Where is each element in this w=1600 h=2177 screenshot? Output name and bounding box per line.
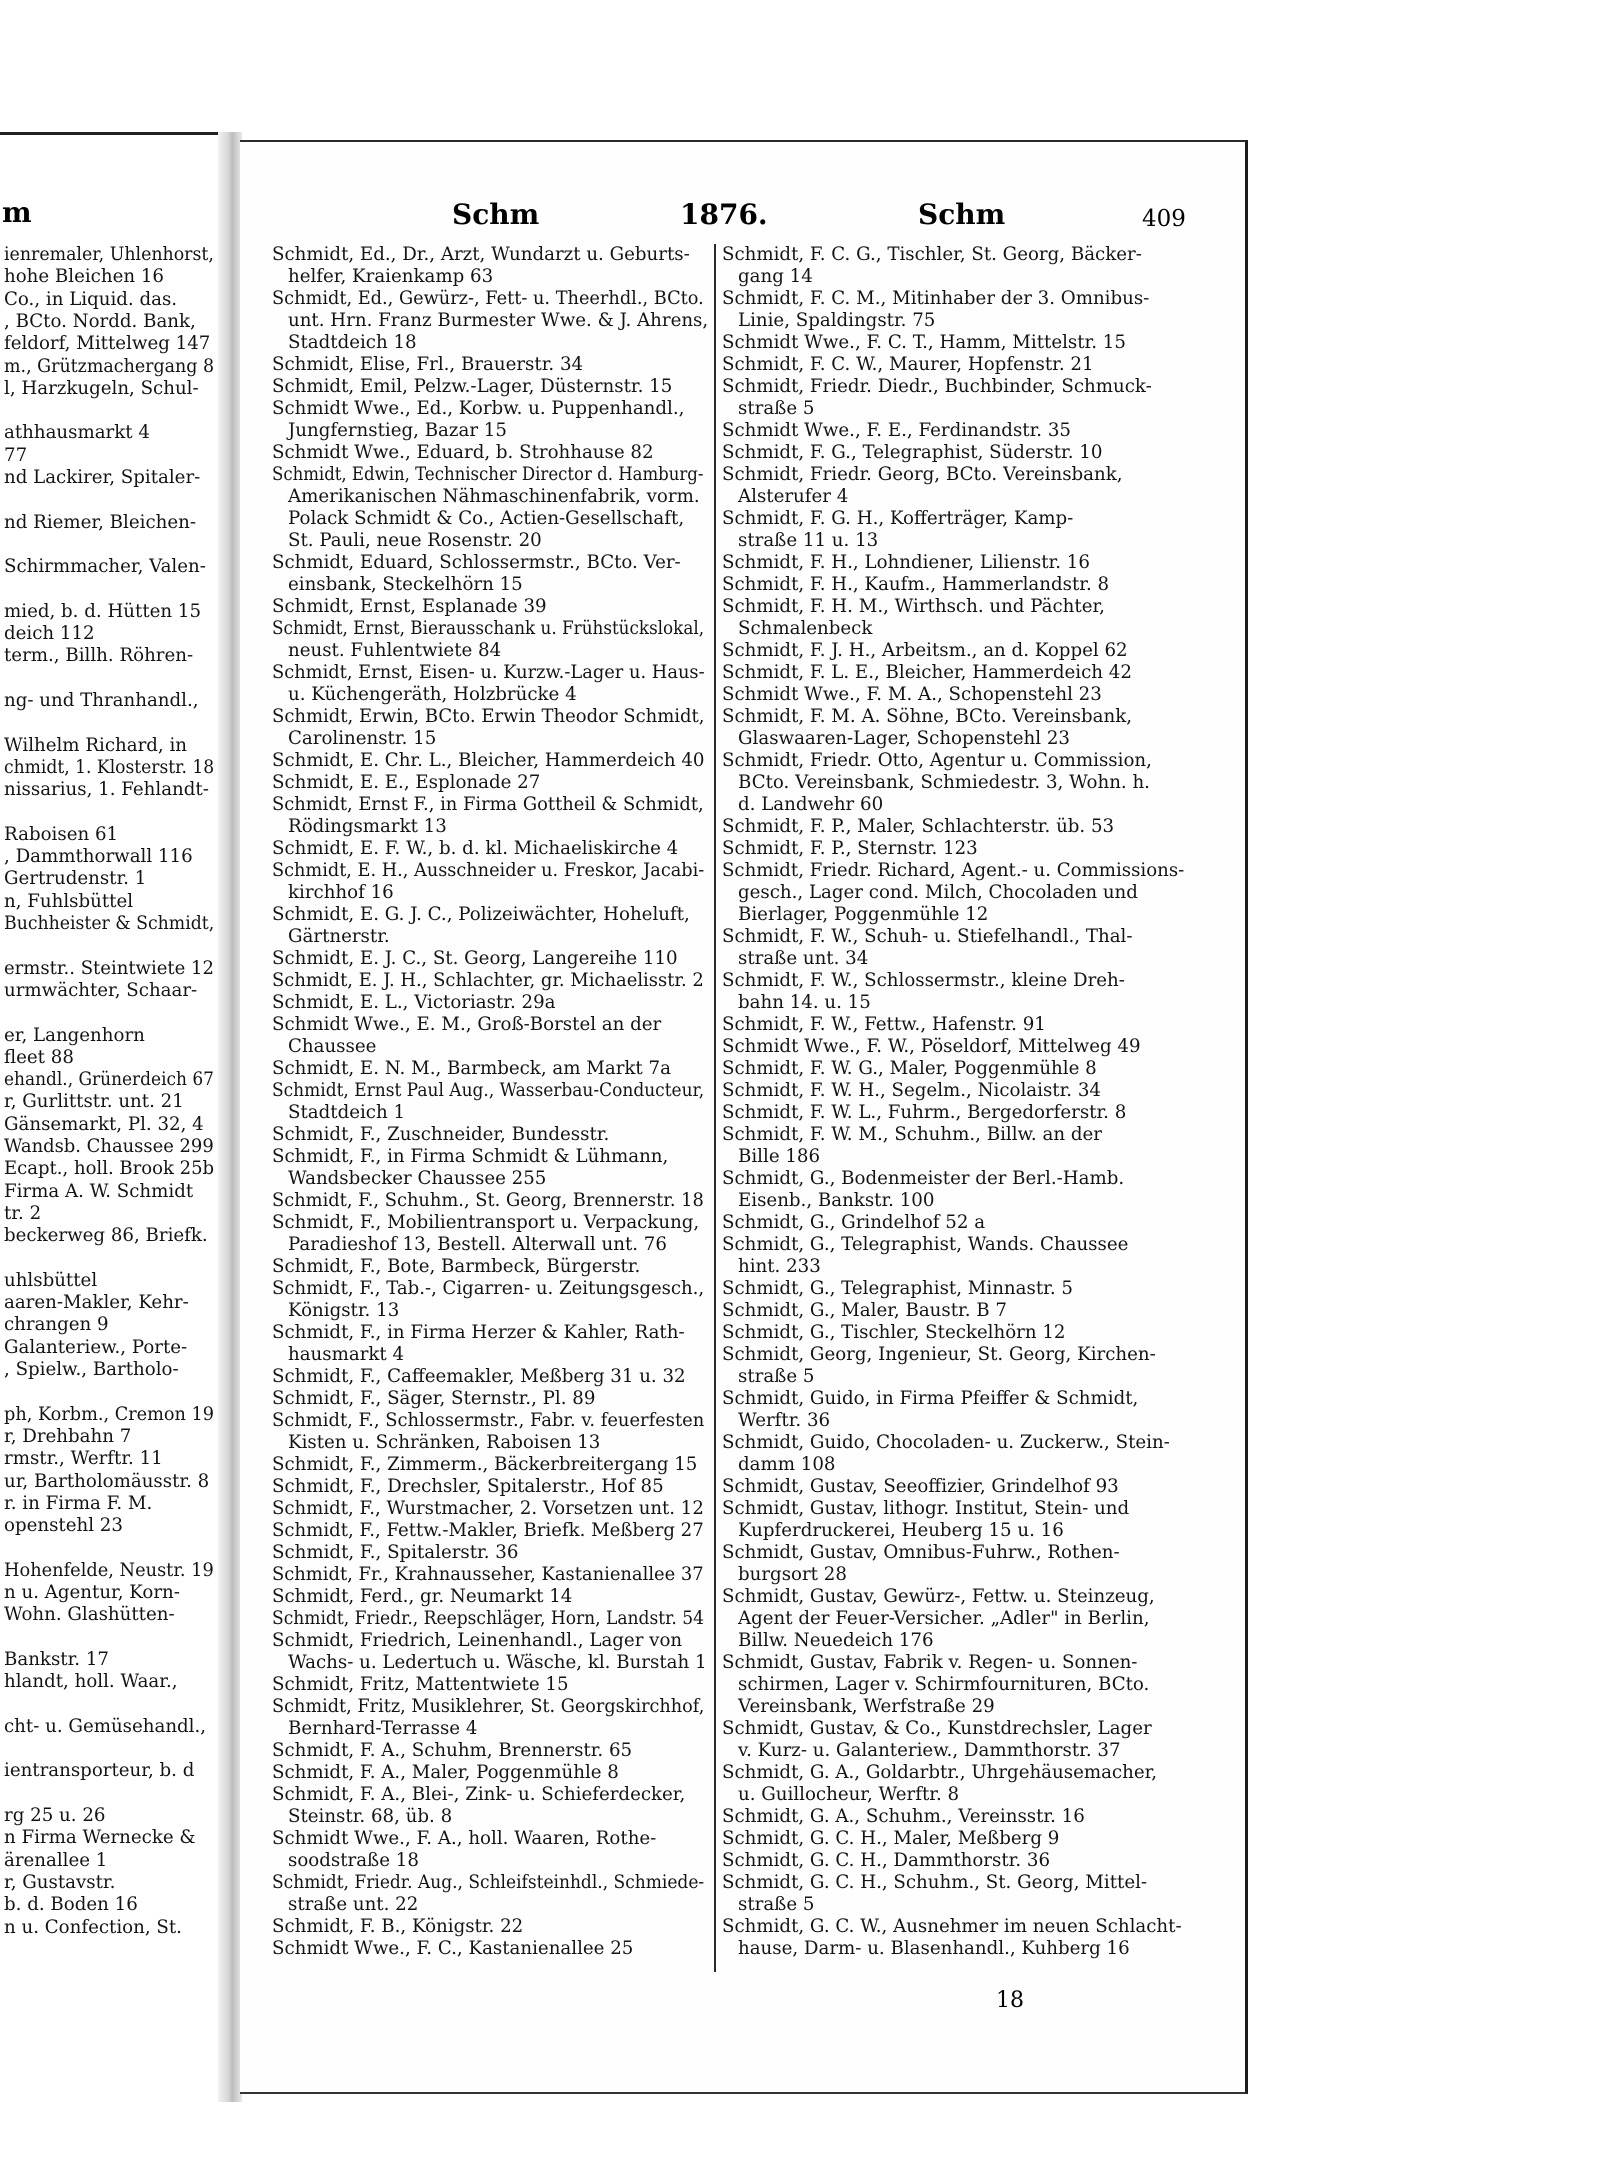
directory-line: Schirmmacher, Valen- — [4, 556, 206, 578]
directory-line: Schmidt, G., Telegraphist, Wands. Chaussee — [722, 1234, 1129, 1255]
directory-line: Schmidt, G. C. H., Schuhm., St. Georg, Mittel- — [722, 1872, 1148, 1893]
directory-line: straße unt. 22 — [288, 1894, 419, 1915]
directory-line: u. Guillocheur, Werftr. 8 — [738, 1784, 960, 1805]
directory-line: Schmidt, F., Fettw.-Makler, Briefk. Meßberg 27 — [272, 1520, 704, 1541]
directory-line: Schmidt, Friedr. Georg, BCto. Vereinsbank, — [722, 464, 1123, 485]
directory-line: Schmidt, E. J. H., Schlachter, gr. Michaelisstr. 2 — [272, 970, 704, 991]
directory-line: Linie, Spaldingstr. 75 — [738, 310, 936, 331]
directory-line: Schmidt Wwe., F. C. T., Hamm, Mittelstr. 15 — [722, 332, 1126, 353]
directory-line: Schmidt, Erwin, BCto. Erwin Theodor Schmidt, — [272, 706, 705, 727]
directory-line: Schmidt, F. A., Maler, Poggenmühle 8 — [272, 1762, 619, 1783]
directory-line: Buchheister & Schmidt, — [4, 913, 215, 934]
directory-line: Schmidt, G. C. H., Maler, Meßberg 9 — [722, 1828, 1060, 1849]
directory-line: Königstr. 13 — [288, 1300, 400, 1321]
book-spine-gutter — [218, 132, 242, 2102]
directory-line: Schmidt, G., Tischler, Steckelhörn 12 — [722, 1322, 1066, 1343]
directory-line: Schmidt, E. J. C., St. Georg, Langereihe 110 — [272, 948, 678, 969]
directory-line: Eisenb., Bankstr. 100 — [738, 1190, 935, 1211]
directory-line: beckerweg 86, Briefk. — [4, 1225, 208, 1247]
directory-line: Schmidt, F. A., Blei-, Zink- u. Schieferdecker, — [272, 1784, 686, 1805]
directory-line: Schmidt, G., Bodenmeister der Berl.-Hamb. — [722, 1168, 1125, 1189]
directory-line: nissarius, 1. Fehlandt- — [4, 779, 209, 801]
directory-line: gesch., Lager cond. Milch, Chocoladen und — [738, 882, 1138, 903]
directory-line: Schmidt, F., Caffeemakler, Meßberg 31 u. 32 — [272, 1366, 686, 1387]
directory-line: neust. Fuhlentwiete 84 — [288, 640, 502, 661]
directory-line: Schmidt, F. C. W., Maurer, Hopfenstr. 21 — [722, 354, 1094, 375]
directory-line: ng- und Thranhandl., — [4, 690, 199, 711]
directory-line: Schmidt, Fr., Krahnausseher, Kastanienallee 37 — [272, 1564, 704, 1585]
directory-line: Schmidt, Emil, Pelzw.-Lager, Düsternstr. 15 — [272, 376, 673, 397]
directory-line: Schmidt, Ernst Paul Aug., Wasserbau-Conducteur, — [272, 1080, 705, 1101]
directory-line: Schmidt, G. C. H., Dammthorstr. 36 — [722, 1850, 1051, 1871]
directory-line: Schmidt, Gustav, Fabrik v. Regen- u. Sonnen- — [722, 1652, 1138, 1673]
directory-line: Schmidt, Ernst, Esplanade 39 — [272, 596, 547, 617]
directory-line: Schmidt, Ernst, Eisen- u. Kurzw.-Lager u. Haus- — [272, 662, 705, 683]
directory-line: Schmidt, E. F. W., b. d. kl. Michaeliskirche 4 — [272, 838, 679, 859]
directory-line: Schmidt, Friedr. Diedr., Buchbinder, Schmuck- — [722, 376, 1152, 397]
directory-line: Stadtdeich 1 — [288, 1102, 406, 1123]
directory-line: Paradieshof 13, Bestell. Alterwall unt. 76 — [288, 1234, 667, 1255]
directory-line: Schmidt, E. Chr. L., Bleicher, Hammerdeich 40 — [272, 750, 705, 771]
directory-line: Schmidt, F., Spitalerstr. 36 — [272, 1542, 519, 1563]
directory-line: Billw. Neuedeich 176 — [738, 1630, 934, 1651]
directory-line: Schmidt Wwe., F. W., Pöseldorf, Mittelweg 49 — [722, 1036, 1141, 1057]
directory-line: Schmidt, G. A., Goldarbtr., Uhrgehäusemacher, — [722, 1762, 1158, 1783]
directory-line: Schmidt, E. G. J. C., Polizeiwächter, Hoheluft, — [272, 904, 690, 925]
directory-line: Schmidt, F. W., Schlossermstr., kleine Dreh- — [722, 970, 1125, 991]
directory-line: Schmidt, F. C. M., Mitinhaber der 3. Omnibus- — [722, 288, 1150, 309]
directory-line: Schmidt, Fritz, Musiklehrer, St. Georgskirchhof, — [272, 1696, 705, 1717]
directory-line: straße 5 — [738, 398, 815, 419]
directory-line: nd Lackirer, Spitaler- — [4, 467, 201, 488]
directory-line: openstehl 23 — [4, 1515, 123, 1537]
directory-line: Schmidt, F., Wurstmacher, 2. Vorsetzen unt. 12 — [272, 1498, 704, 1519]
directory-line: Bille 186 — [738, 1146, 821, 1167]
directory-line: Schmidt, G., Grindelhof 52 a — [722, 1212, 986, 1233]
directory-line: Hohenfelde, Neustr. 19 — [4, 1559, 214, 1581]
directory-line: Schmidt, Gustav, Seeoffizier, Grindelhof 93 — [722, 1476, 1119, 1497]
directory-line: Schmidt, Fritz, Mattentwiete 15 — [272, 1674, 569, 1695]
directory-line: b. d. Boden 16 — [4, 1894, 138, 1916]
directory-line: Wilhelm Richard, in — [4, 734, 188, 756]
running-head-left: Schm — [452, 198, 540, 231]
directory-line: Schmidt, Eduard, Schlossermstr., BCto. Ver- — [272, 552, 681, 573]
directory-line: Schmidt, Friedr. Aug., Schleifsteinhdl., Schmiede- — [272, 1872, 705, 1893]
directory-line: Schmidt Wwe., Ed., Korbw. u. Puppenhandl., — [272, 398, 685, 419]
directory-line: ienremaler, Uhlenhorst, — [4, 244, 214, 265]
directory-line: Kisten u. Schränken, Raboisen 13 — [288, 1432, 601, 1453]
directory-line: Schmidt, F. L. E., Bleicher, Hammerdeich 42 — [722, 662, 1132, 683]
signature-mark: 18 — [996, 1988, 1024, 2013]
directory-line: Schmidt, Ed., Dr., Arzt, Wundarzt u. Geburts- — [272, 244, 690, 265]
directory-line: Schmidt, Guido, in Firma Pfeiffer & Schmidt, — [722, 1388, 1139, 1409]
directory-line: r. in Firma F. M. — [4, 1492, 153, 1514]
directory-line: Schmidt, F., Bote, Barmbeck, Bürgerstr. — [272, 1256, 641, 1277]
directory-line: Schmidt, Ernst F., in Firma Gottheil & Schmidt, — [272, 794, 704, 815]
directory-line: ehandl., Grünerdeich 67 — [4, 1069, 214, 1091]
directory-line: bahn 14. u. 15 — [738, 992, 871, 1013]
directory-line: St. Pauli, neue Rosenstr. 20 — [288, 530, 542, 551]
directory-line: chmidt, 1. Klosterstr. 18 — [4, 756, 215, 778]
directory-line: ermstr.. Steintwiete 12 — [4, 957, 214, 979]
directory-line: Agent der Feuer-Versicher. „Adler" in Berlin, — [738, 1608, 1150, 1629]
directory-line: Schmidt, Gustav, & Co., Kunstdrechsler, Lager — [722, 1718, 1152, 1739]
directory-line: Schmidt, F. W. H., Segelm., Nicolaistr. 34 — [722, 1080, 1101, 1101]
directory-line: Schmidt, Gustav, lithogr. Institut, Stein- und — [722, 1498, 1130, 1519]
directory-line: Vereinsbank, Werfstraße 29 — [738, 1696, 995, 1717]
year-heading: 1876. — [680, 198, 768, 231]
directory-line: Alsterufer 4 — [738, 486, 849, 507]
directory-line: Schmidt, Friedrich, Leinenhandl., Lager von — [272, 1630, 683, 1651]
directory-line: Werftr. 36 — [738, 1410, 831, 1431]
directory-line: Schmidt, F. A., Schuhm, Brennerstr. 65 — [272, 1740, 633, 1761]
directory-line: Schmidt, E. E., Esplonade 27 — [272, 772, 541, 793]
directory-line: Schmidt, F., Zuschneider, Bundesstr. — [272, 1124, 610, 1145]
directory-line: Schmidt, E. L., Victoriastr. 29a — [272, 992, 556, 1013]
directory-line: Schmidt, G., Maler, Baustr. B 7 — [722, 1300, 1008, 1321]
directory-line: n Firma Wernecke & — [4, 1827, 196, 1849]
directory-line: Schmidt, F., in Firma Herzer & Kahler, Rath- — [272, 1322, 685, 1343]
directory-line: Schmidt, F. G. H., Kofferträger, Kamp- — [722, 508, 1074, 529]
directory-line: Chaussee — [288, 1036, 377, 1057]
directory-line: Schmidt, Friedr., Reepschläger, Horn, Landstr. 54 — [272, 1608, 704, 1629]
directory-line: feldorf, Mittelweg 147 — [4, 333, 211, 355]
directory-line: Schmidt, F. H., Lohndiener, Lilienstr. 16 — [722, 552, 1090, 573]
directory-line: Schmidt, F. H., Kaufm., Hammerlandstr. 8 — [722, 574, 1110, 595]
directory-line: Glaswaaren-Lager, Schopenstehl 23 — [738, 728, 1070, 749]
directory-line: ientransporteur, b. d — [4, 1760, 195, 1782]
directory-line: Schmidt, F. P., Sternstr. 123 — [722, 838, 978, 859]
directory-line: Schmidt, F., Drechsler, Spitalerstr., Hof 85 — [272, 1476, 664, 1497]
directory-line: Schmidt Wwe., F. M. A., Schopenstehl 23 — [722, 684, 1102, 705]
directory-line: Schmidt, Edwin, Technischer Director d. Hamburg- — [272, 464, 704, 485]
directory-line: Schmidt, G., Telegraphist, Minnastr. 5 — [722, 1278, 1073, 1299]
directory-line: Schmidt, Georg, Ingenieur, St. Georg, Kirchen- — [722, 1344, 1156, 1365]
directory-line: nd Riemer, Bleichen- — [4, 511, 196, 533]
directory-line: Schmidt, F., in Firma Schmidt & Lühmann, — [272, 1146, 669, 1167]
column-divider — [714, 244, 716, 1972]
directory-line: burgsort 28 — [738, 1564, 847, 1585]
directory-line: Schmidt, E. H., Ausschneider u. Freskor, Jacabi- — [272, 860, 705, 881]
directory-line: Schmidt, Friedr. Richard, Agent.- u. Commissions- — [722, 860, 1185, 881]
directory-line: Bankstr. 17 — [4, 1648, 109, 1670]
directory-line: hohe Bleichen 16 — [4, 266, 164, 288]
directory-line: d. Landwehr 60 — [738, 794, 884, 815]
directory-line: Kupferdruckerei, Heuberg 15 u. 16 — [738, 1520, 1064, 1541]
directory-line: Schmidt, F. M. A. Söhne, BCto. Vereinsbank, — [722, 706, 1132, 727]
directory-line: Schmidt, G. A., Schuhm., Vereinsstr. 16 — [722, 1806, 1085, 1827]
directory-line: ärenallee 1 — [4, 1849, 108, 1871]
left-running-head-fragment: m — [2, 196, 32, 229]
directory-line: tr. 2 — [4, 1202, 42, 1224]
directory-line: kirchhof 16 — [288, 882, 394, 903]
directory-line: Schmidt, Gustav, Gewürz-, Fettw. u. Steinzeug, — [722, 1586, 1155, 1607]
directory-line: rg 25 u. 26 — [4, 1805, 106, 1826]
directory-line: Schmidt Wwe., F. C., Kastanienallee 25 — [272, 1938, 634, 1959]
directory-line: n, Fuhlsbüttel — [4, 890, 134, 912]
directory-line: athhausmarkt 4 — [4, 422, 150, 444]
directory-line: mied, b. d. Hütten 15 — [4, 600, 202, 622]
directory-line: einsbank, Steckelhörn 15 — [288, 574, 523, 595]
directory-line: chrangen 9 — [4, 1314, 109, 1336]
directory-line: urmwächter, Schaar- — [4, 979, 198, 1001]
directory-line: Schmidt, Elise, Frl., Brauerstr. 34 — [272, 354, 584, 375]
directory-line: unt. Hrn. Franz Burmester Wwe. & J. Ahrens, — [288, 310, 709, 331]
directory-line: Wohn. Glashütten- — [4, 1604, 175, 1626]
directory-line: deich 112 — [4, 623, 95, 645]
directory-line: Schmidt, F. B., Königstr. 22 — [272, 1916, 524, 1937]
directory-line: Schmidt, F., Säger, Sternstr., Pl. 89 — [272, 1388, 596, 1409]
directory-line: Raboisen 61 — [4, 823, 119, 845]
directory-line: Wandsbecker Chaussee 255 — [288, 1168, 547, 1189]
directory-line: , Dammthorwall 116 — [4, 846, 193, 868]
directory-line: Co., in Liquid. das. — [4, 288, 178, 310]
directory-line: straße 5 — [738, 1894, 815, 1915]
directory-line: n u. Confection, St. — [4, 1916, 182, 1938]
directory-line: Schmidt, Gustav, Omnibus-Fuhrw., Rothen- — [722, 1542, 1120, 1563]
directory-line: Stadtdeich 18 — [288, 332, 417, 353]
directory-line: schirmen, Lager v. Schirmfournituren, BCto. — [738, 1674, 1150, 1695]
directory-line: rmstr., Werftr. 11 — [4, 1448, 163, 1470]
directory-line: cht- u. Gemüsehandl., — [4, 1715, 207, 1737]
directory-line: Jungfernstieg, Bazar 15 — [288, 420, 507, 441]
directory-line: BCto. Vereinsbank, Schmiedestr. 3, Wohn. h. — [738, 772, 1150, 793]
directory-line: term., Billh. Röhren- — [4, 645, 194, 667]
directory-line: , Spielw., Bartholo- — [4, 1359, 179, 1380]
directory-line: fleet 88 — [4, 1046, 74, 1068]
directory-line: m., Grützmachergang 8 — [4, 355, 215, 377]
directory-line: Schmidt, F., Tab.-, Cigarren- u. Zeitungsgesch., — [272, 1278, 705, 1299]
running-head-right: Schm — [918, 198, 1006, 231]
directory-line: Gänsemarkt, Pl. 32, 4 — [4, 1113, 204, 1135]
directory-line: Schmidt, Ernst, Bierausschank u. Frühstückslokal, — [272, 618, 705, 639]
directory-line: Bernhard-Terrasse 4 — [288, 1718, 478, 1739]
directory-line: Schmalenbeck — [738, 618, 873, 639]
directory-line: 77 — [4, 444, 28, 466]
directory-line: r, Gustavstr. — [4, 1871, 116, 1893]
directory-line: Schmidt, Guido, Chocoladen- u. Zuckerw., Stein- — [722, 1432, 1170, 1453]
directory-line: Schmidt, F. W. L., Fuhrm., Bergedorferstr. 8 — [722, 1102, 1127, 1123]
directory-line: Galanteriew., Porte- — [4, 1336, 188, 1358]
directory-line: Wandsb. Chaussee 299 — [4, 1136, 214, 1157]
directory-line: Schmidt, F., Schlossermstr., Fabr. v. feuerfesten — [272, 1410, 705, 1431]
directory-line: hlandt, holl. Waar., — [4, 1671, 178, 1693]
directory-line: straße unt. 34 — [738, 948, 869, 969]
directory-line: Schmidt, F. W., Schuh- u. Stiefelhandl., Thal- — [722, 926, 1133, 947]
directory-line: Schmidt, F. W. M., Schuhm., Billw. an der — [722, 1124, 1102, 1145]
directory-line: Schmidt, F. G., Telegraphist, Süderstr. 10 — [722, 442, 1103, 463]
directory-line: Schmidt, Friedr. Otto, Agentur u. Commission, — [722, 750, 1152, 771]
directory-line: Schmidt, Ed., Gewürz-, Fett- u. Theerhdl., BCto. — [272, 288, 704, 309]
directory-line: ur, Bartholomäusstr. 8 — [4, 1470, 210, 1492]
directory-line: Wachs- u. Ledertuch u. Wäsche, kl. Burstah 1 — [288, 1652, 707, 1673]
directory-line: Gärtnerstr. — [288, 926, 390, 947]
directory-line: , BCto. Nordd. Bank, — [4, 310, 196, 332]
directory-line: Schmidt Wwe., F. E., Ferdinandstr. 35 — [722, 420, 1071, 441]
directory-line: soodstraße 18 — [288, 1850, 419, 1871]
directory-line: aaren-Makler, Kehr- — [4, 1292, 189, 1314]
directory-line: Schmidt, F. J. H., Arbeitsm., an d. Koppel 62 — [722, 640, 1128, 661]
directory-line: gang 14 — [738, 266, 813, 287]
directory-line: hint. 233 — [738, 1256, 821, 1277]
directory-line: Amerikanischen Nähmaschinenfabrik, vorm. — [288, 486, 700, 507]
directory-line: Schmidt, F., Schuhm., St. Georg, Brennerstr. 18 — [272, 1190, 704, 1211]
directory-line: uhlsbüttel — [4, 1269, 98, 1291]
directory-line: v. Kurz- u. Galanteriew., Dammthorstr. 37 — [738, 1740, 1121, 1761]
directory-line: Schmidt, F., Mobilientransport u. Verpackung, — [272, 1212, 700, 1233]
directory-line: Polack Schmidt & Co., Actien-Gesellschaft, — [288, 508, 685, 529]
directory-line: Schmidt, F. W., Fettw., Hafenstr. 91 — [722, 1014, 1046, 1035]
directory-line: straße 11 u. 13 — [738, 530, 879, 551]
directory-line: Bierlager, Poggenmühle 12 — [738, 904, 989, 925]
directory-line: Steinstr. 68, üb. 8 — [288, 1806, 453, 1827]
directory-line: Schmidt, F. W. G., Maler, Poggenmühle 8 — [722, 1058, 1097, 1079]
directory-line: r, Gurlittstr. unt. 21 — [4, 1091, 184, 1113]
directory-line: r, Drehbahn 7 — [4, 1425, 132, 1447]
directory-line: n u. Agentur, Korn- — [4, 1582, 180, 1603]
directory-line: Schmidt, Ferd., gr. Neumarkt 14 — [272, 1586, 573, 1607]
directory-line: Schmidt, F., Zimmerm., Bäckerbreitergang 15 — [272, 1454, 698, 1475]
directory-line: Schmidt, F. P., Maler, Schlachterstr. üb. 53 — [722, 816, 1115, 837]
directory-line: u. Küchengeräth, Holzbrücke 4 — [288, 684, 577, 705]
directory-line: hausmarkt 4 — [288, 1344, 405, 1365]
directory-line: Schmidt, F. H. M., Wirthsch. und Pächter, — [722, 596, 1105, 617]
directory-line: Ecapt., holl. Brook 25b — [4, 1158, 215, 1180]
directory-line: Schmidt, G. C. W., Ausnehmer im neuen Schlacht- — [722, 1916, 1182, 1937]
directory-line: Carolinenstr. 15 — [288, 728, 437, 749]
directory-line: straße 5 — [738, 1366, 815, 1387]
directory-line: Schmidt, F. C. G., Tischler, St. Georg, Bäcker- — [722, 244, 1142, 265]
directory-line: Rödingsmarkt 13 — [288, 816, 447, 837]
directory-line: Schmidt Wwe., F. A., holl. Waaren, Rothe- — [272, 1828, 657, 1849]
directory-line: Schmidt Wwe., Eduard, b. Strohhause 82 — [272, 442, 654, 463]
directory-line: er, Langenhorn — [4, 1024, 145, 1046]
directory-line: helfer, Kraienkamp 63 — [288, 266, 494, 287]
directory-line: ph, Korbm., Cremon 19 — [4, 1403, 215, 1425]
directory-line: damm 108 — [738, 1454, 836, 1475]
directory-line: Firma A. W. Schmidt — [4, 1180, 194, 1202]
directory-line: Gertrudenstr. 1 — [4, 868, 147, 890]
directory-line: l, Harzkugeln, Schul- — [4, 377, 199, 399]
directory-line: hause, Darm- u. Blasenhandl., Kuhberg 16 — [738, 1938, 1130, 1959]
directory-line: Schmidt Wwe., E. M., Groß-Borstel an der — [272, 1014, 662, 1035]
page-number: 409 — [1142, 206, 1186, 232]
directory-line: Schmidt, E. N. M., Barmbeck, am Markt 7a — [272, 1058, 671, 1079]
